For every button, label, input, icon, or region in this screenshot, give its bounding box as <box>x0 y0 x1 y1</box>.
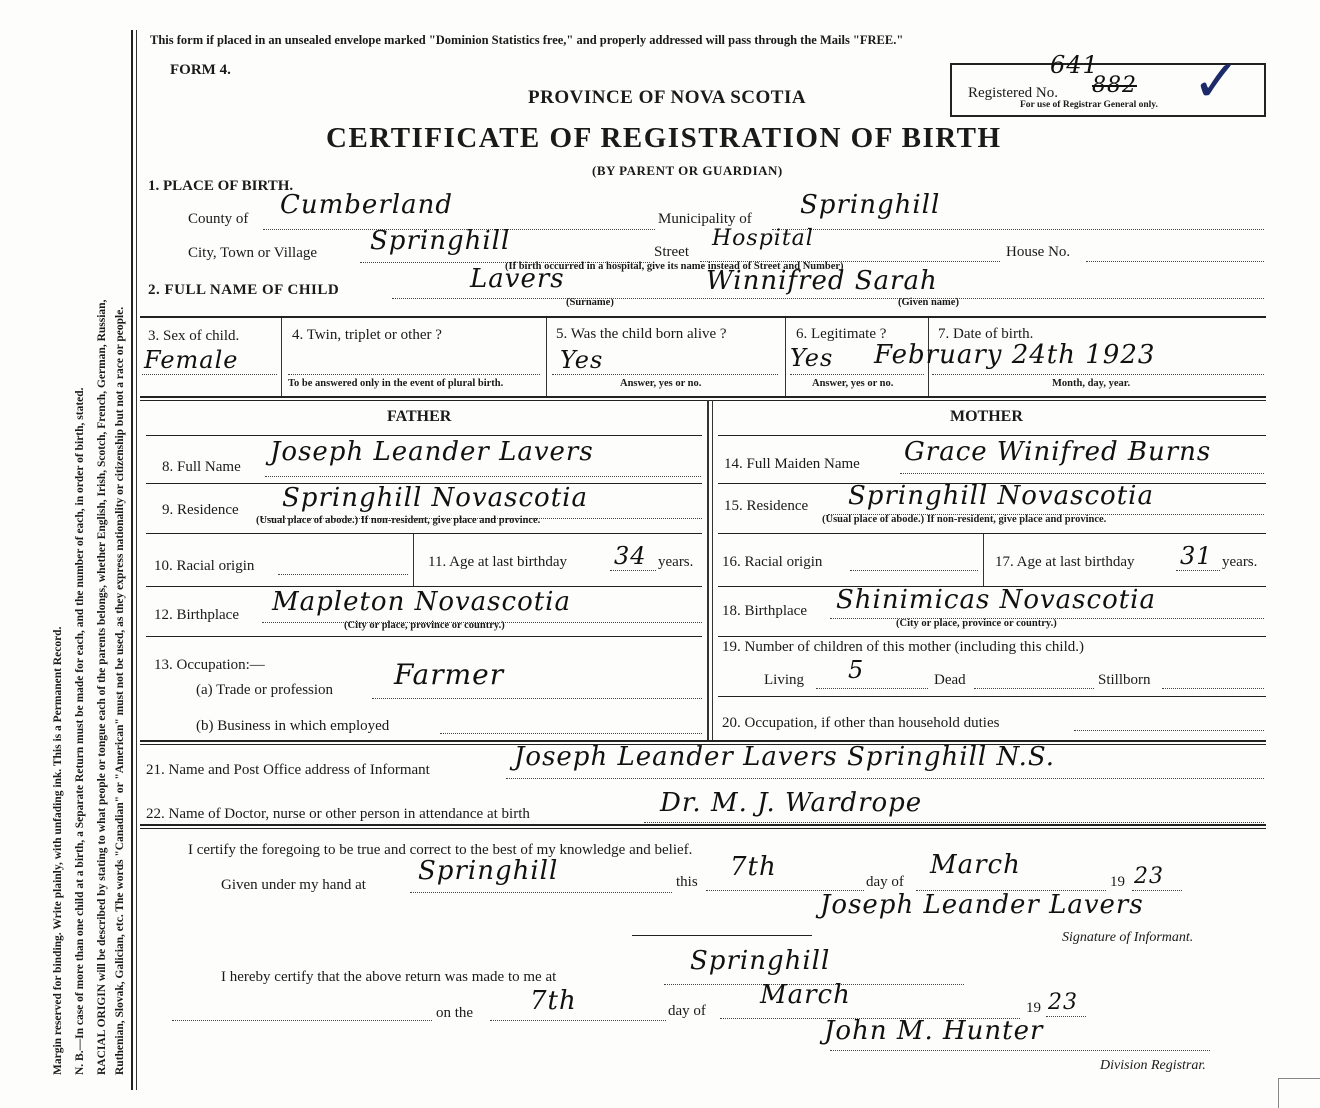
registrar-certify-text: I hereby certify that the above return was made to me at <box>221 969 557 985</box>
margin-border-inner <box>136 30 137 1090</box>
this-day-value: 7th <box>730 852 777 882</box>
margin-line-3: RACIAL ORIGIN will be described by stating to what people or tongue each of the parents belongs, whether English, Irish, Scotch, French, German, Russian, <box>96 299 108 1075</box>
trade-value: Farmer <box>394 658 505 691</box>
informant-signature-label: Signature of Informant. <box>1062 930 1194 945</box>
margin-line-2: N. B.—In case of more than one child at a birth, a Separate Return must be made for each, and the number of each, in order of birth, stated. <box>74 387 86 1075</box>
dob-label: 7. Date of birth. <box>938 326 1034 342</box>
father-racial-label: 10. Racial origin <box>154 558 255 574</box>
informant-label: 21. Name and Post Office address of Informant <box>146 762 430 778</box>
province-heading: PROVINCE OF NOVA SCOTIA <box>528 87 807 108</box>
father-birthplace-label: 12. Birthplace <box>154 607 239 623</box>
mother-birthplace-note: (City or place, province or country.) <box>896 618 1057 629</box>
registered-alt-number: 641 <box>1050 51 1099 79</box>
mother-age-label: 17. Age at last birthday <box>995 554 1135 570</box>
doctor-value: Dr. M. J. Wardrope <box>660 788 923 818</box>
mother-occupation-label: 20. Occupation, if other than household duties <box>722 715 1000 731</box>
father-residence-label: 9. Residence <box>162 502 239 518</box>
day-of-label: day of <box>866 874 904 890</box>
father-birthplace: Mapleton Novascotia <box>272 587 571 617</box>
informant-value: Joseph Leander Lavers Springhill N.S. <box>514 742 1056 772</box>
father-age-years: years. <box>658 554 694 570</box>
mother-residence-label: 15. Residence <box>724 498 809 514</box>
legitimate-answer-note: Answer, yes or no. <box>812 378 894 389</box>
father-name: Joseph Leander Lavers <box>270 437 594 467</box>
legitimate-value: Yes <box>790 344 834 372</box>
mother-birthplace-label: 18. Birthplace <box>722 603 807 619</box>
twin-note: To be answered only in the event of plural birth. <box>288 378 504 389</box>
mother-birthplace: Shinimicas Novascotia <box>836 585 1156 615</box>
doctor-label: 22. Name of Doctor, nurse or other person in attendance at birth <box>146 806 530 822</box>
child-given-name: Winnifred Sarah <box>706 266 938 296</box>
mother-name-label: 14. Full Maiden Name <box>724 456 860 472</box>
living-label: Living <box>764 672 804 688</box>
mother-age: 31 <box>1180 542 1213 570</box>
mother-residence-note: (Usual place of abode.) If non-resident, give place and province. <box>822 514 1107 525</box>
this-label: this <box>676 874 698 890</box>
given-note: (Given name) <box>898 297 959 308</box>
registrar-place: Springhill <box>690 946 831 976</box>
municipality-value: Springhill <box>800 190 941 220</box>
father-birthplace-note: (City or place, province or country.) <box>344 620 505 631</box>
twin-label: 4. Twin, triplet or other ? <box>292 327 442 343</box>
informant-signature: Joseph Leander Lavers <box>820 890 1144 920</box>
mother-racial-label: 16. Racial origin <box>722 554 823 570</box>
street-label: Street <box>654 244 689 260</box>
father-heading: FATHER <box>387 408 452 425</box>
stillborn-label: Stillborn <box>1098 672 1151 688</box>
page-subtitle: (BY PARENT OR GUARDIAN) <box>592 163 783 178</box>
alive-answer-note: Answer, yes or no. <box>620 378 702 389</box>
mother-age-years: years. <box>1222 554 1258 570</box>
municipality-label: Municipality of <box>658 211 752 227</box>
registrar-signature: John M. Hunter <box>824 1016 1044 1046</box>
margin-border <box>131 30 133 1090</box>
surname-note: (Surname) <box>566 297 614 308</box>
page-title: CERTIFICATE OF REGISTRATION OF BIRTH <box>326 122 1002 154</box>
house-no-label: House No. <box>1006 244 1071 260</box>
registered-box <box>950 47 1266 117</box>
street-value: Hospital <box>712 226 814 251</box>
registrar-signature-label: Division Registrar. <box>1100 1058 1206 1073</box>
mail-notice: This form if placed in an unsealed envelope marked "Dominion Statistics free," and properly addressed will pass through the Mails "FREE." <box>150 33 904 47</box>
dob-note: Month, day, year. <box>1052 378 1131 389</box>
mother-residence: Springhill Novascotia <box>848 481 1154 511</box>
alive-label: 5. Was the child born alive ? <box>556 326 727 342</box>
given-under-label: Given under my hand at <box>221 877 366 893</box>
on-the-label: on the <box>436 1005 474 1021</box>
registrar-year-prefix: 19 <box>1026 1000 1041 1016</box>
given-place-value: Springhill <box>418 856 559 886</box>
trade-label: (a) Trade or profession <box>196 682 334 698</box>
registrar-day-of-label: day of <box>668 1003 706 1019</box>
city-label: City, Town or Village <box>188 245 318 261</box>
registrar-month: March <box>760 980 851 1010</box>
hospital-note: (If birth occurred in a hospital, give its name instead of Street and Number) <box>505 261 844 272</box>
dob-value: February 24th 1923 <box>874 340 1156 370</box>
father-name-label: 8. Full Name <box>162 459 241 475</box>
occupation-label: 13. Occupation:— <box>154 657 265 673</box>
child-surname: Lavers <box>470 264 565 294</box>
form-number: FORM 4. <box>170 62 231 78</box>
year-value: 23 <box>1134 864 1164 889</box>
sex-value: Female <box>144 346 239 374</box>
mother-name: Grace Winifred Burns <box>904 437 1212 467</box>
father-residence-note: (Usual place of abode.) If non-resident, give place and province. <box>256 515 541 526</box>
mother-heading: MOTHER <box>950 408 1023 425</box>
registrar-year: 23 <box>1048 990 1078 1015</box>
margin-line-1: Margin reserved for binding. Write plainly, with unfading ink. This is a Permanent Record. <box>52 626 64 1075</box>
city-value: Springhill <box>370 226 511 256</box>
father-age: 34 <box>614 542 647 570</box>
alive-value: Yes <box>560 346 604 374</box>
business-label: (b) Business in which employed <box>196 718 390 734</box>
living-value: 5 <box>848 656 865 684</box>
legitimate-label: 6. Legitimate ? <box>796 326 887 342</box>
registered-number: 882 <box>1092 73 1137 98</box>
father-age-label: 11. Age at last birthday <box>428 554 567 570</box>
place-of-birth-label: 1. PLACE OF BIRTH. <box>148 178 294 194</box>
registered-label: Registered No. <box>968 85 1058 101</box>
sex-label: 3. Sex of child. <box>148 328 240 344</box>
check-mark-icon: ✓ <box>1192 47 1241 115</box>
registrar-note: For use of Registrar General only. <box>1020 100 1158 110</box>
year-prefix: 19 <box>1110 874 1125 890</box>
county-label: County of <box>188 211 249 227</box>
certify-text: I certify the foregoing to be true and correct to the best of my knowledge and belief. <box>188 842 693 858</box>
county-value: Cumberland <box>280 190 453 220</box>
father-residence: Springhill Novascotia <box>282 483 588 513</box>
margin-line-4: Ruthenian, Slovak, Galician, etc. The words "Canadian" or "American" must not be used, as they express nationality or citizenship but not a race or people. <box>114 306 126 1075</box>
dead-label: Dead <box>934 672 966 688</box>
month-value: March <box>930 850 1021 880</box>
corner-mark <box>1278 1078 1320 1108</box>
child-name-label: 2. FULL NAME OF CHILD <box>148 282 340 298</box>
children-count-label: 19. Number of children of this mother (including this child.) <box>722 639 1085 655</box>
registrar-day: 7th <box>530 986 577 1016</box>
